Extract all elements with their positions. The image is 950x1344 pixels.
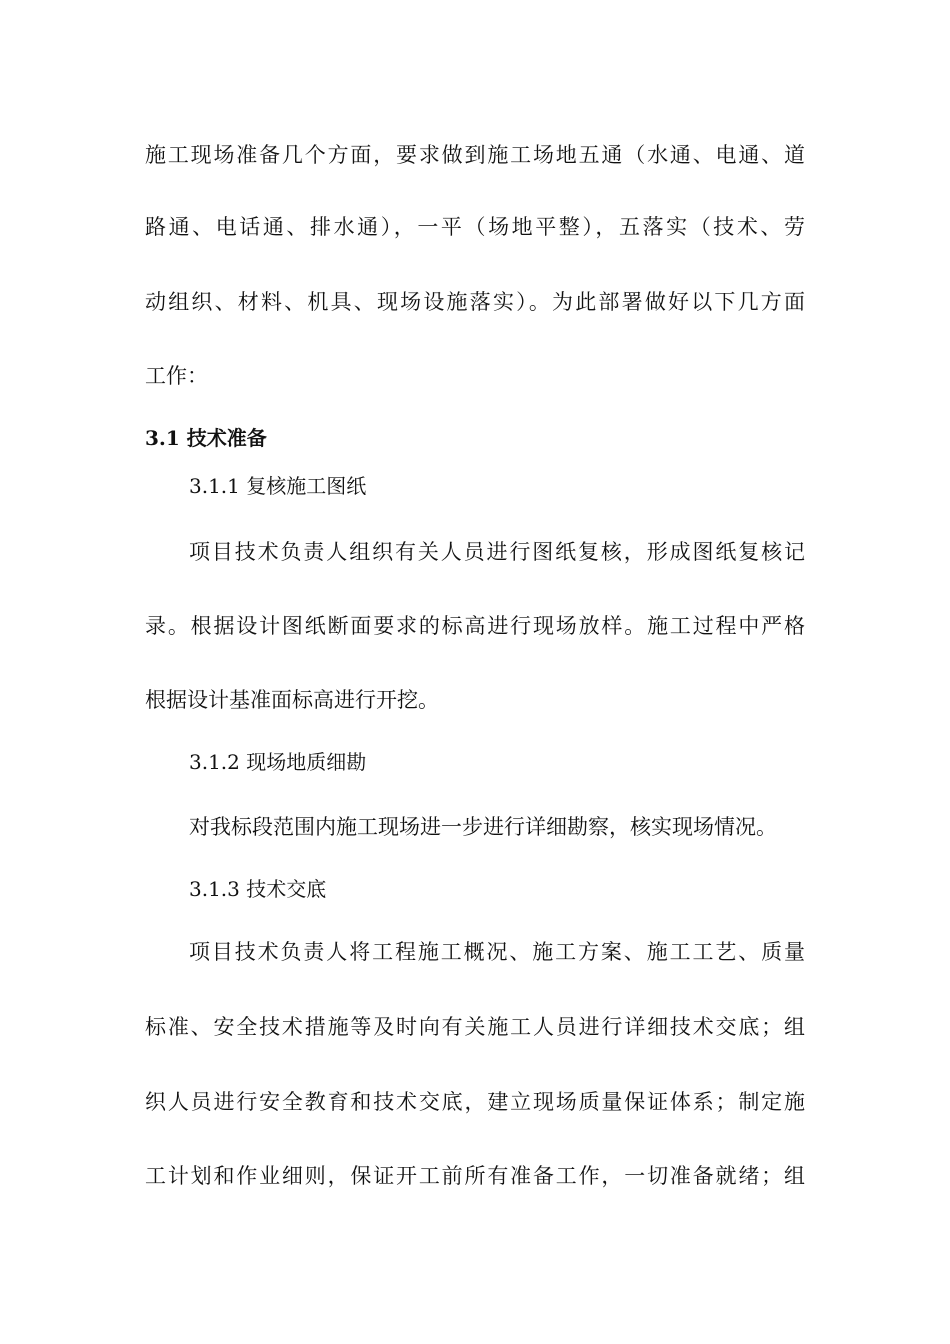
sub1-line-2: 录。根据设计图纸断面要求的标高进行现场放样。施工过程中严格 (145, 614, 805, 638)
intro-line-1: 施工现场准备几个方面，要求做到施工场地五通（水通、电通、道 (145, 143, 805, 167)
intro-line-2: 路通、电话通、排水通），一平（场地平整），五落实（技术、劳 (145, 215, 805, 239)
sub1-line-3: 根据设计基准面标高进行开挖。 (145, 688, 439, 712)
sub3-line-4: 工计划和作业细则，保证开工前所有准备工作，一切准备就绪；组 (145, 1164, 805, 1188)
subsection-heading-1: 3.1.1 复核施工图纸 (189, 474, 367, 498)
sub3-line-2: 标准、安全技术措施等及时向有关施工人员进行详细技术交底；组 (145, 1015, 805, 1039)
sub2-line-1: 对我标段范围内施工现场进一步进行详细勘察，核实现场情况。 (189, 815, 777, 839)
sub3-line-3: 织人员进行安全教育和技术交底，建立现场质量保证体系；制定施 (145, 1090, 805, 1114)
intro-line-3: 动组织、材料、机具、现场设施落实）。为此部署做好以下几方面 (145, 290, 805, 314)
intro-line-4: 工作： (145, 364, 208, 388)
section-heading: 3.1 技术准备 (145, 426, 267, 450)
sub3-line-1: 项目技术负责人将工程施工概况、施工方案、施工工艺、质量 (189, 940, 805, 964)
subsection-heading-2: 3.1.2 现场地质细勘 (189, 750, 367, 774)
sub1-line-1: 项目技术负责人组织有关人员进行图纸复核，形成图纸复核记 (189, 540, 805, 564)
subsection-heading-3: 3.1.3 技术交底 (189, 877, 327, 901)
